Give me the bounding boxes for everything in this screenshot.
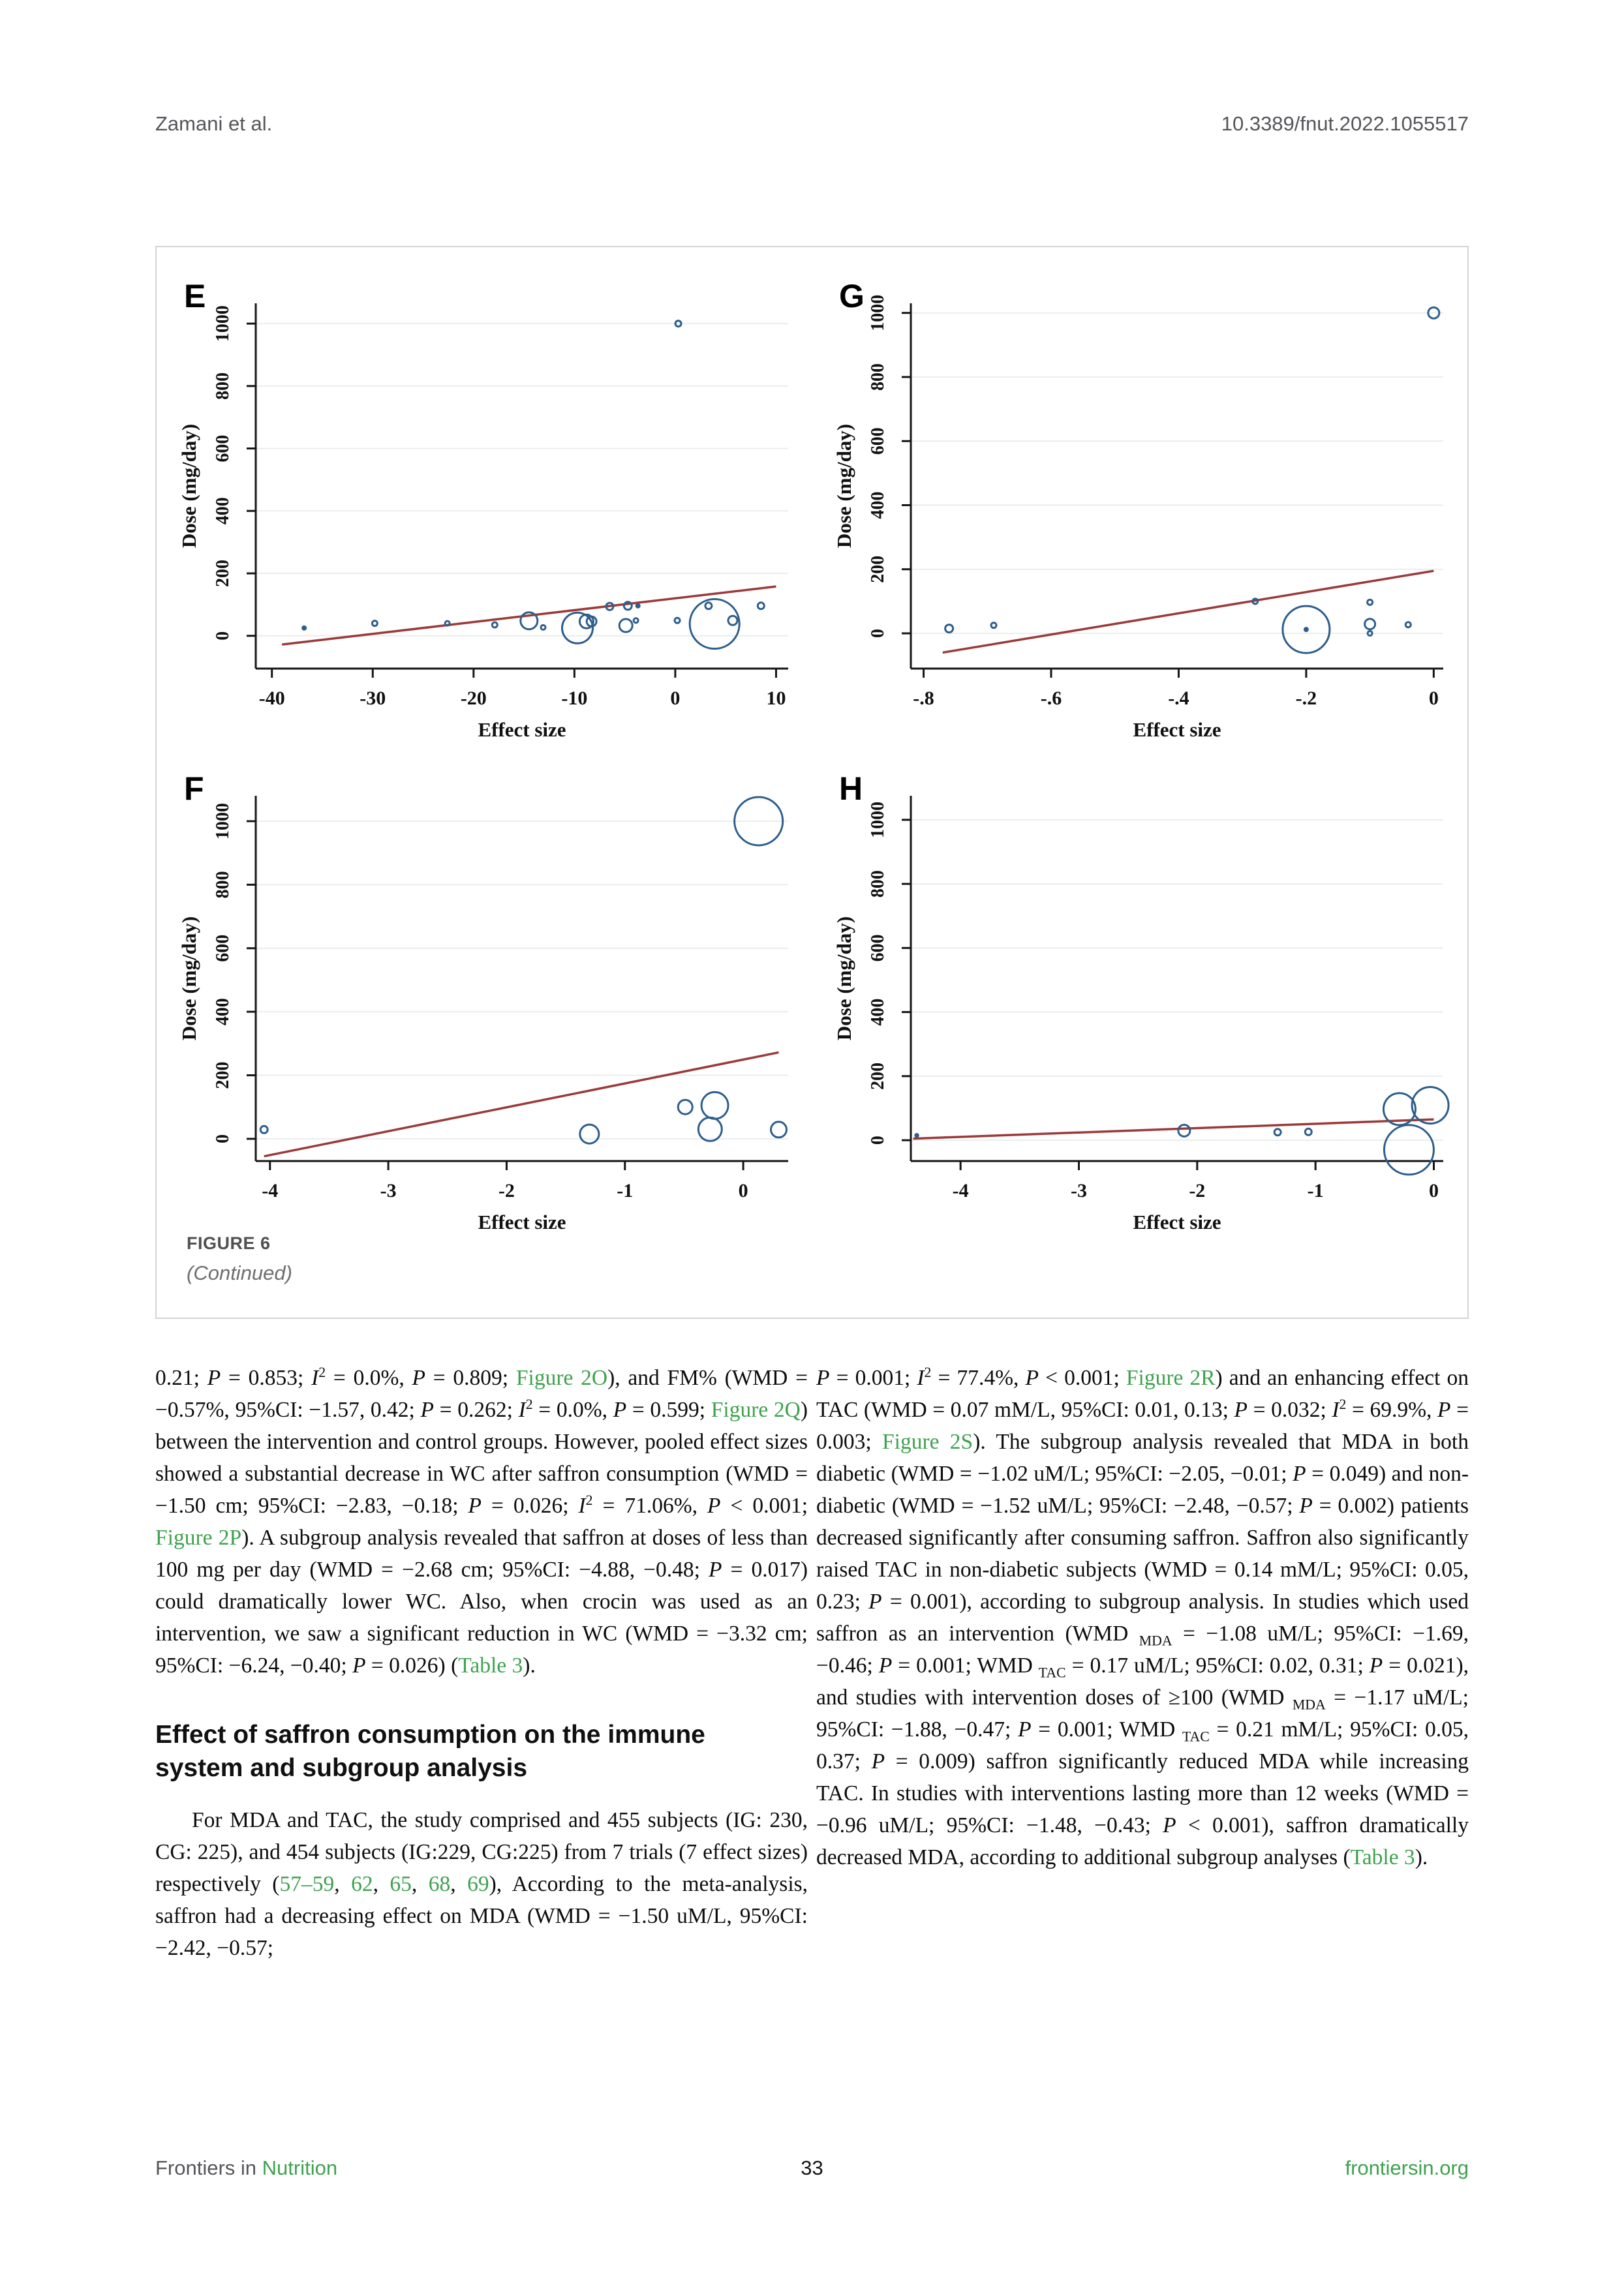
y-tick-label: 600 xyxy=(213,934,233,962)
section-heading xyxy=(155,1718,808,1785)
scatter-plot-H xyxy=(813,744,1465,1236)
journal-name-green: Nutrition xyxy=(262,2156,338,2179)
x-tick-label: -.8 xyxy=(913,687,934,709)
y-tick-label: 200 xyxy=(868,1062,888,1090)
bubble xyxy=(675,618,680,623)
x-tick-label: -30 xyxy=(360,687,386,709)
bubble xyxy=(619,619,632,632)
bubble xyxy=(372,621,377,626)
paragraph: 0.21; P = 0.853; $I^2 = 0.0\%$, P = 0.809; Figure 2O), and FM% (WMD = −0.57%, 95%CI: −1.57, 0.42; P = 0.262; $I^2 = 0.0\%$, P = 0.599; Figure 2Q) between the intervention and control groups. However, pooled effect sizes showed a substantial decrease in WC after saffron consumption (WMD = −1.50 cm; 95%CI: −2.83, −0.18; P = 0.026; $I^2 = 71.06\%$, P < 0.001; Figure 2P). A subgroup analysis revealed that saffron at doses of less than 100 mg per day (WMD = −2.68 cm; 95%CI: −4.88, −0.48; P = 0.017) could dramatically lower WC. Also, when crocin was used as an intervention, we saw a significant reduction in WC (WMD = −3.32 cm; 95%CI: −6.24, −0.40; P = 0.026) (Table 3). xyxy=(155,1364,808,1678)
body-column-left xyxy=(155,1362,808,1964)
x-tick-label: -2 xyxy=(1189,1180,1206,1201)
inline-link[interactable]: Figure 2Q xyxy=(711,1398,801,1422)
x-axis-label: Effect size xyxy=(1133,718,1221,741)
y-tick-label: 200 xyxy=(868,555,888,583)
panel-letter-E: E xyxy=(184,278,206,314)
bubble xyxy=(1305,1128,1311,1135)
bubble xyxy=(678,1100,692,1114)
bubble xyxy=(1405,622,1411,627)
x-tick-label: 10 xyxy=(766,687,786,709)
y-tick-label: 0 xyxy=(868,1136,888,1145)
panel-letter-G: G xyxy=(839,278,865,314)
inline-link[interactable]: 62 xyxy=(351,1872,373,1896)
bubble xyxy=(303,626,306,629)
bubble xyxy=(492,622,497,627)
regression-line xyxy=(913,1119,1434,1138)
bubble xyxy=(728,616,737,625)
inline-link[interactable]: Table 3 xyxy=(1350,1845,1415,1869)
bubble xyxy=(758,603,764,609)
inline-link[interactable]: 57–59 xyxy=(279,1872,335,1896)
scatter-panel-E xyxy=(158,251,810,744)
x-tick-label: 0 xyxy=(670,687,681,709)
inline-link[interactable]: Table 3 xyxy=(458,1654,523,1678)
x-tick-label: -4 xyxy=(262,1180,279,1201)
y-axis-label: Dose (mg/day) xyxy=(177,423,200,549)
bubble xyxy=(705,603,712,609)
y-tick-label: 800 xyxy=(868,870,888,898)
paragraph: P = 0.001; $I^2 = 77.4\%$, P < 0.001; Figure 2R) and an enhancing effect on TAC (WMD = 0.07 mM/L, 95%CI: 0.01, 0.13; P = 0.032; $I^2 = 69.9\%$, P = 0.003; Figure 2S). The subgroup analysis revealed that MDA in both diabetic (WMD = −1.02 uM/L; 95%CI: −2.05, −0.01; P = 0.049) and non-diabetic (WMD = −1.52 uM/L; 95%CI: −2.48, −0.57; P = 0.002) patients decreased significantly after consuming saffron. Saffron also significantly raised TAC in non-diabetic subjects (WMD = 0.14 mM/L; 95%CI: 0.05, 0.23; P = 0.001), according to subgroup analysis. In studies which used saffron as an intervention (WMD $_{MDA}$ = −1.08 uM/L; 95%CI: −1.69, −0.46; P = 0.001; WMD $_{TAC}$ = 0.17 uM/L; 95%CI: 0.02, 0.31; P = 0.021), and studies with intervention doses of ≥100 (WMD $_{MDA}$ = −1.17 uM/L; 95%CI: −1.88, −0.47; P = 0.001; WMD $_{TAC}$ = 0.21 mM/L; 95%CI: 0.05, 0.37; P = 0.009) saffron significantly reduced MDA while increasing TAC. In studies with interventions lasting more than 12 weeks (WMD = −0.96 uM/L; 95%CI: −1.48, −0.43; P < 0.001), saffron dramatically decreased MDA, according to additional subgroup analyses (Table 3). xyxy=(816,1364,1469,1869)
y-tick-label: 200 xyxy=(213,560,233,588)
y-axis-label: Dose (mg/day) xyxy=(177,916,200,1041)
y-tick-label: 600 xyxy=(868,934,888,962)
scatter-panel-H xyxy=(813,744,1465,1236)
bubble xyxy=(1178,1125,1190,1136)
x-tick-label: -.6 xyxy=(1040,687,1062,709)
y-tick-label: 1000 xyxy=(868,801,888,838)
x-tick-label: -.2 xyxy=(1295,687,1317,709)
panel-letter-H: H xyxy=(839,770,863,807)
bubble xyxy=(1412,1087,1448,1124)
scatter-plot-F xyxy=(158,744,810,1236)
scatter-plot-G xyxy=(813,251,1465,744)
page-header xyxy=(155,112,1469,136)
y-tick-label: 0 xyxy=(213,1134,233,1143)
x-tick-label: -10 xyxy=(561,687,588,709)
x-tick-label: -20 xyxy=(460,687,487,709)
bubble xyxy=(580,1125,599,1143)
regression-line xyxy=(943,571,1433,652)
section-heading-line2: system and subgroup analysis xyxy=(155,1754,528,1782)
figure-caption-label: FIGURE 6 xyxy=(187,1233,271,1253)
page-number: 33 xyxy=(801,2156,823,2179)
bubble xyxy=(698,1117,722,1141)
scatter-plot-E xyxy=(158,251,810,744)
bubble xyxy=(915,1134,918,1137)
figure-6-panel-box xyxy=(155,246,1469,1319)
y-tick-label: 400 xyxy=(868,998,888,1026)
bubble xyxy=(1384,1125,1433,1175)
x-tick-label: 0 xyxy=(1428,687,1439,709)
x-tick-label: -1 xyxy=(617,1180,634,1201)
y-tick-label: 600 xyxy=(868,427,888,455)
inline-link[interactable]: Figure 2O xyxy=(515,1366,608,1390)
x-tick-label: -3 xyxy=(380,1180,397,1201)
x-axis-label: Effect size xyxy=(1133,1211,1221,1233)
bubble xyxy=(541,625,545,629)
x-tick-label: -40 xyxy=(258,687,285,709)
y-tick-label: 0 xyxy=(868,628,888,638)
doi-text: 10.3389/fnut.2022.1055517 xyxy=(1221,112,1469,135)
y-tick-label: 1000 xyxy=(213,305,233,342)
bubble xyxy=(991,623,996,628)
section-heading-line1: Effect of saffron consumption on the immune xyxy=(155,1721,705,1749)
bubble xyxy=(634,618,638,623)
scatter-panel-G xyxy=(813,251,1465,744)
x-tick-label: 0 xyxy=(738,1180,748,1201)
body-column-right xyxy=(816,1362,1469,1873)
inline-link[interactable]: 65 xyxy=(390,1872,412,1896)
y-tick-label: 0 xyxy=(213,631,233,641)
bubble xyxy=(445,621,450,626)
y-axis-label: Dose (mg/day) xyxy=(833,916,855,1041)
journal-name: Frontiers in Nutrition xyxy=(155,2156,338,2179)
figure-caption-continued: (Continued) xyxy=(187,1261,292,1284)
x-axis-label: Effect size xyxy=(478,718,566,741)
figure-caption xyxy=(187,1233,292,1285)
bubble xyxy=(701,1092,728,1119)
x-tick-label: -3 xyxy=(1070,1180,1087,1201)
paragraph: For MDA and TAC, the study comprised and 455 subjects (IG: 230, CG: 225), and 454 subjects (IG:229, CG:225) from 7 trials (7 effect sizes) respectively (57–59, 62, 65, 68, 69), According to the meta-analysis, saffron had a decreasing effect on MDA (WMD = −1.50 uM/L, 95%CI: −2.42, −0.57; xyxy=(155,1808,808,1960)
running-author: Zamani et al. xyxy=(155,112,273,135)
bubble xyxy=(636,604,639,607)
x-tick-label: -1 xyxy=(1307,1180,1324,1201)
bubble-center-dot xyxy=(1304,627,1309,632)
publisher-site-link[interactable]: frontiersin.org xyxy=(1345,2156,1469,2179)
y-tick-label: 400 xyxy=(213,998,233,1026)
bubble xyxy=(771,1122,786,1138)
bubble xyxy=(1274,1129,1281,1136)
x-tick-label: -4 xyxy=(952,1180,969,1201)
inline-link[interactable]: 68 xyxy=(428,1872,451,1896)
y-tick-label: 1000 xyxy=(213,802,233,839)
x-tick-label: -.4 xyxy=(1168,687,1189,709)
inline-link[interactable]: Figure 2P xyxy=(155,1526,242,1550)
y-tick-label: 800 xyxy=(868,363,888,391)
bubble xyxy=(690,599,739,649)
bubble xyxy=(1365,619,1375,629)
y-axis-label: Dose (mg/day) xyxy=(833,423,855,549)
bubble xyxy=(1368,599,1373,605)
inline-link[interactable]: Figure 2S xyxy=(882,1430,973,1454)
bubble xyxy=(945,625,953,633)
y-tick-label: 800 xyxy=(213,871,233,899)
panel-letter-F: F xyxy=(184,770,204,807)
x-tick-label: -2 xyxy=(498,1180,515,1201)
y-tick-label: 400 xyxy=(213,497,233,525)
y-tick-label: 200 xyxy=(213,1061,233,1089)
scatter-panel-F xyxy=(158,744,810,1236)
inline-link[interactable]: Figure 2R xyxy=(1126,1366,1216,1390)
y-tick-label: 400 xyxy=(868,491,888,519)
y-tick-label: 1000 xyxy=(868,294,888,331)
y-tick-label: 800 xyxy=(213,372,233,400)
x-axis-label: Effect size xyxy=(478,1211,566,1233)
x-tick-label: 0 xyxy=(1428,1180,1439,1201)
bubble xyxy=(260,1126,268,1133)
inline-link[interactable]: 69 xyxy=(467,1872,489,1896)
y-tick-label: 600 xyxy=(213,434,233,462)
